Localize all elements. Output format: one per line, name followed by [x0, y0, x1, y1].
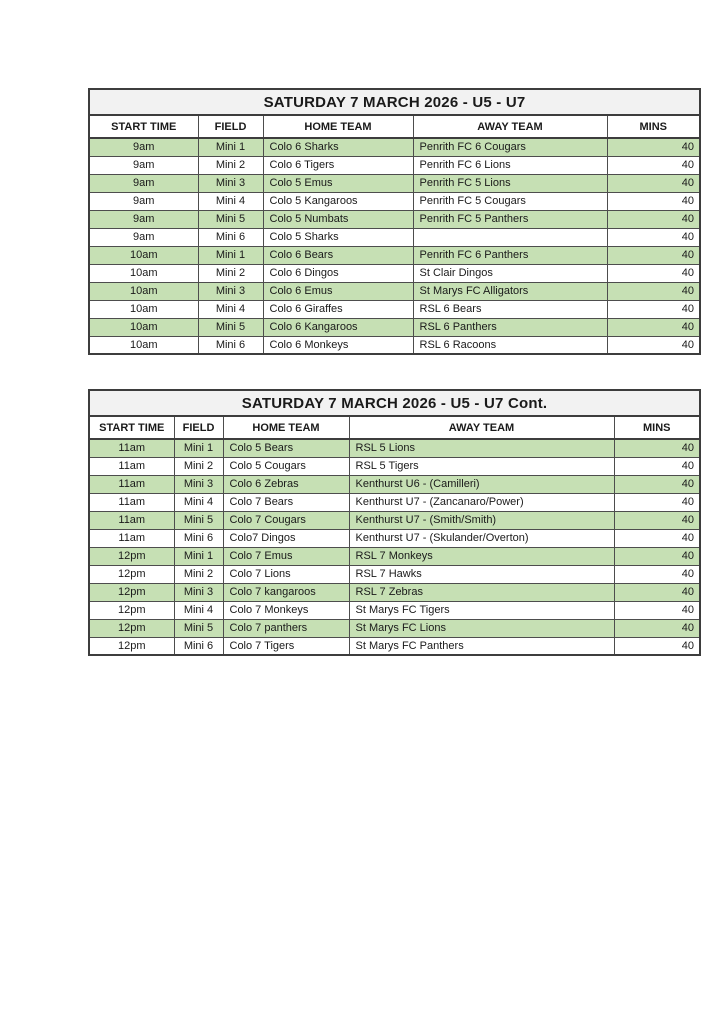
- table-row: [89, 511, 700, 529]
- table-title-row: [89, 89, 700, 115]
- cell-home-team: Colo 5 Sharks: [263, 228, 413, 246]
- cell-home-team: Colo 7 Emus: [223, 547, 349, 565]
- cell-away-team: St Marys FC Panthers: [349, 637, 614, 655]
- cell-field: Mini 3: [198, 282, 263, 300]
- cell-away-team: RSL 7 Monkeys: [349, 547, 614, 565]
- schedule-table-morning: [88, 88, 699, 355]
- cell-home-team: Colo 7 kangaroos: [223, 583, 349, 601]
- table-row: [89, 565, 700, 583]
- cell-field: Mini 6: [198, 336, 263, 354]
- fixtures-body: [89, 439, 700, 655]
- cell-away-team: RSL 6 Panthers: [413, 318, 607, 336]
- cell-start-time: 10am: [89, 318, 198, 336]
- cell-home-team: Colo 6 Emus: [263, 282, 413, 300]
- table-row: [89, 282, 700, 300]
- cell-start-time: 12pm: [89, 619, 174, 637]
- cell-home-team: Colo 6 Tigers: [263, 156, 413, 174]
- cell-away-team: Penrith FC 6 Cougars: [413, 138, 607, 156]
- table-header-row: [89, 115, 700, 138]
- cell-start-time: 11am: [89, 493, 174, 511]
- cell-home-team: Colo 5 Kangaroos: [263, 192, 413, 210]
- cell-mins: 40: [614, 583, 700, 601]
- cell-start-time: 10am: [89, 336, 198, 354]
- column-header-away-team: AWAY TEAM: [413, 115, 607, 138]
- cell-mins: 40: [614, 619, 700, 637]
- cell-start-time: 11am: [89, 439, 174, 457]
- cell-mins: 40: [607, 210, 700, 228]
- cell-field: Mini 4: [174, 601, 223, 619]
- cell-mins: 40: [614, 493, 700, 511]
- cell-away-team: [413, 228, 607, 246]
- cell-start-time: 12pm: [89, 565, 174, 583]
- table-row: [89, 637, 700, 655]
- cell-start-time: 11am: [89, 511, 174, 529]
- cell-home-team: Colo 7 Monkeys: [223, 601, 349, 619]
- cell-away-team: RSL 6 Racoons: [413, 336, 607, 354]
- cell-field: Mini 5: [198, 210, 263, 228]
- table-row: [89, 457, 700, 475]
- cell-start-time: 9am: [89, 192, 198, 210]
- table-row: [89, 318, 700, 336]
- cell-mins: 40: [607, 318, 700, 336]
- table-header-row: [89, 416, 700, 439]
- cell-mins: 40: [607, 300, 700, 318]
- table-row: [89, 264, 700, 282]
- cell-mins: 40: [614, 475, 700, 493]
- cell-home-team: Colo 5 Cougars: [223, 457, 349, 475]
- cell-start-time: 9am: [89, 156, 198, 174]
- cell-start-time: 11am: [89, 475, 174, 493]
- cell-start-time: 11am: [89, 529, 174, 547]
- cell-away-team: Penrith FC 6 Panthers: [413, 246, 607, 264]
- column-header-field: FIELD: [174, 416, 223, 439]
- cell-field: Mini 2: [198, 156, 263, 174]
- cell-mins: 40: [607, 174, 700, 192]
- cell-start-time: 10am: [89, 282, 198, 300]
- cell-field: Mini 1: [174, 547, 223, 565]
- cell-mins: 40: [607, 228, 700, 246]
- cell-home-team: Colo 6 Zebras: [223, 475, 349, 493]
- table-row: [89, 210, 700, 228]
- cell-field: Mini 4: [198, 192, 263, 210]
- cell-mins: 40: [614, 565, 700, 583]
- cell-field: Mini 4: [174, 493, 223, 511]
- table-row: [89, 529, 700, 547]
- cell-mins: 40: [607, 246, 700, 264]
- cell-away-team: St Marys FC Lions: [349, 619, 614, 637]
- cell-field: Mini 1: [198, 138, 263, 156]
- table-row: [89, 493, 700, 511]
- cell-away-team: Kenthurst U6 - (Camilleri): [349, 475, 614, 493]
- cell-field: Mini 6: [174, 637, 223, 655]
- cell-away-team: Penrith FC 5 Cougars: [413, 192, 607, 210]
- cell-home-team: Colo 5 Emus: [263, 174, 413, 192]
- cell-home-team: Colo 7 Bears: [223, 493, 349, 511]
- cell-start-time: 12pm: [89, 547, 174, 565]
- cell-start-time: 9am: [89, 228, 198, 246]
- cell-away-team: St Marys FC Tigers: [349, 601, 614, 619]
- cell-home-team: Colo 6 Giraffes: [263, 300, 413, 318]
- cell-away-team: RSL 7 Zebras: [349, 583, 614, 601]
- column-header-home-team: HOME TEAM: [263, 115, 413, 138]
- cell-away-team: RSL 7 Hawks: [349, 565, 614, 583]
- table-row: [89, 439, 700, 457]
- cell-start-time: 10am: [89, 264, 198, 282]
- cell-away-team: Penrith FC 6 Lions: [413, 156, 607, 174]
- cell-mins: 40: [607, 192, 700, 210]
- cell-field: Mini 3: [174, 583, 223, 601]
- cell-start-time: 12pm: [89, 601, 174, 619]
- cell-start-time: 10am: [89, 300, 198, 318]
- table-title-row: [89, 390, 700, 416]
- cell-home-team: Colo 7 Tigers: [223, 637, 349, 655]
- table-row: [89, 246, 700, 264]
- table-title: SATURDAY 7 MARCH 2026 - U5 - U7 Cont.: [89, 390, 700, 416]
- table-row: [89, 547, 700, 565]
- cell-mins: 40: [614, 547, 700, 565]
- cell-home-team: Colo 7 panthers: [223, 619, 349, 637]
- cell-mins: 40: [607, 336, 700, 354]
- table-row: [89, 619, 700, 637]
- cell-away-team: Penrith FC 5 Lions: [413, 174, 607, 192]
- cell-home-team: Colo7 Dingos: [223, 529, 349, 547]
- fixtures-table: [88, 389, 701, 656]
- cell-field: Mini 6: [198, 228, 263, 246]
- cell-away-team: RSL 6 Bears: [413, 300, 607, 318]
- cell-away-team: Kenthurst U7 - (Skulander/Overton): [349, 529, 614, 547]
- cell-mins: 40: [607, 138, 700, 156]
- cell-field: Mini 5: [198, 318, 263, 336]
- cell-field: Mini 6: [174, 529, 223, 547]
- cell-mins: 40: [614, 511, 700, 529]
- cell-mins: 40: [614, 529, 700, 547]
- cell-start-time: 9am: [89, 174, 198, 192]
- cell-start-time: 9am: [89, 210, 198, 228]
- cell-away-team: St Clair Dingos: [413, 264, 607, 282]
- cell-home-team: Colo 6 Bears: [263, 246, 413, 264]
- cell-field: Mini 2: [174, 565, 223, 583]
- cell-mins: 40: [614, 439, 700, 457]
- cell-home-team: Colo 6 Sharks: [263, 138, 413, 156]
- cell-home-team: Colo 5 Bears: [223, 439, 349, 457]
- table-row: [89, 192, 700, 210]
- cell-home-team: Colo 7 Cougars: [223, 511, 349, 529]
- table-row: [89, 228, 700, 246]
- cell-mins: 40: [614, 457, 700, 475]
- cell-home-team: Colo 6 Monkeys: [263, 336, 413, 354]
- column-header-mins: MINS: [614, 416, 700, 439]
- column-header-mins: MINS: [607, 115, 700, 138]
- cell-field: Mini 4: [198, 300, 263, 318]
- cell-mins: 40: [614, 601, 700, 619]
- cell-home-team: Colo 6 Dingos: [263, 264, 413, 282]
- table-row: [89, 601, 700, 619]
- cell-away-team: Penrith FC 5 Panthers: [413, 210, 607, 228]
- cell-field: Mini 5: [174, 619, 223, 637]
- cell-start-time: 9am: [89, 138, 198, 156]
- cell-away-team: Kenthurst U7 - (Zancanaro/Power): [349, 493, 614, 511]
- schedule-table-continued: [88, 389, 699, 656]
- cell-start-time: 12pm: [89, 637, 174, 655]
- table-row: [89, 156, 700, 174]
- table-title: SATURDAY 7 MARCH 2026 - U5 - U7: [89, 89, 700, 115]
- table-row: [89, 174, 700, 192]
- cell-home-team: Colo 6 Kangaroos: [263, 318, 413, 336]
- cell-start-time: 11am: [89, 457, 174, 475]
- cell-home-team: Colo 7 Lions: [223, 565, 349, 583]
- cell-mins: 40: [607, 282, 700, 300]
- column-header-field: FIELD: [198, 115, 263, 138]
- cell-away-team: St Marys FC Alligators: [413, 282, 607, 300]
- cell-mins: 40: [614, 637, 700, 655]
- cell-start-time: 10am: [89, 246, 198, 264]
- table-row: [89, 138, 700, 156]
- cell-field: Mini 5: [174, 511, 223, 529]
- table-row: [89, 336, 700, 354]
- table-row: [89, 300, 700, 318]
- cell-field: Mini 1: [174, 439, 223, 457]
- cell-mins: 40: [607, 156, 700, 174]
- cell-away-team: RSL 5 Tigers: [349, 457, 614, 475]
- column-header-away-team: AWAY TEAM: [349, 416, 614, 439]
- cell-field: Mini 1: [198, 246, 263, 264]
- cell-away-team: Kenthurst U7 - (Smith/Smith): [349, 511, 614, 529]
- table-row: [89, 475, 700, 493]
- fixtures-table: [88, 88, 701, 355]
- cell-field: Mini 2: [198, 264, 263, 282]
- cell-field: Mini 3: [198, 174, 263, 192]
- cell-field: Mini 3: [174, 475, 223, 493]
- column-header-home-team: HOME TEAM: [223, 416, 349, 439]
- fixtures-body: [89, 138, 700, 354]
- column-header-start-time: START TIME: [89, 115, 198, 138]
- cell-mins: 40: [607, 264, 700, 282]
- column-header-start-time: START TIME: [89, 416, 174, 439]
- cell-start-time: 12pm: [89, 583, 174, 601]
- cell-away-team: RSL 5 Lions: [349, 439, 614, 457]
- table-row: [89, 583, 700, 601]
- cell-home-team: Colo 5 Numbats: [263, 210, 413, 228]
- cell-field: Mini 2: [174, 457, 223, 475]
